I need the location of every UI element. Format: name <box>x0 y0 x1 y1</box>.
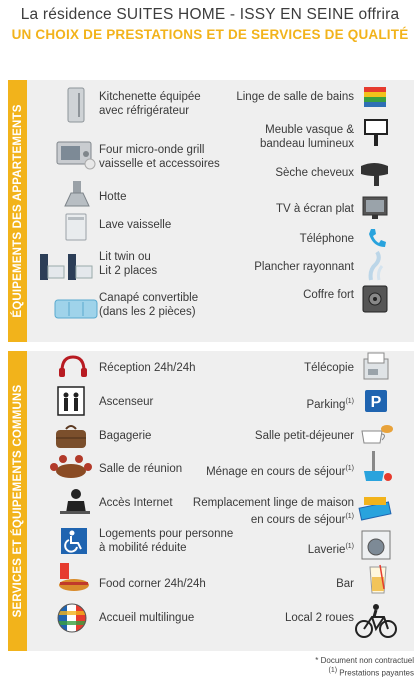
item-microwave: Four micro-onde grill vaisselle et accessoires <box>99 144 220 170</box>
header <box>0 6 420 42</box>
elevator-icon <box>56 385 86 417</box>
breakfast-icon <box>358 419 394 449</box>
item-sofa: Canapé convertible (dans les 2 pièces) <box>99 292 199 318</box>
dishwasher-icon <box>62 212 90 242</box>
section-title-apartments: ÉQUIPEMENTS DES APPARTEMENTS <box>11 104 24 318</box>
footnote-non-contractual: * Document non contractuel <box>315 656 414 665</box>
radiant-floor-icon <box>365 250 387 282</box>
item-laundry: Laverie$^{(1)}$ <box>307 543 354 556</box>
item-internet: Accès Internet <box>99 497 173 509</box>
safe-icon <box>361 284 389 314</box>
sofa-icon <box>52 294 100 322</box>
item-dishwasher: Lave vaisselle <box>99 219 172 231</box>
item-hood: Hotte <box>99 191 127 203</box>
laundry-icon <box>360 529 392 561</box>
item-fax: Télécopie <box>304 362 354 374</box>
item-phone: Téléphone <box>299 233 354 245</box>
section-band-services <box>8 351 27 651</box>
item-tv: TV à écran plat <box>276 203 354 215</box>
bed-icon <box>38 250 94 284</box>
item-breakfast-room: Salle petit-déjeuner <box>254 430 354 442</box>
section-title-services: SERVICES ET ÉQUIPEMENTS COMMUNS <box>11 384 24 618</box>
page-subtitle: UN CHOIX DE PRESTATIONS ET DE SERVICES DE QUALITÉ <box>11 27 409 42</box>
luggage-icon <box>52 421 90 451</box>
linen-icon <box>356 491 396 525</box>
globe-flags-icon <box>54 601 90 635</box>
item-food-corner: Food corner 24h/24h <box>99 578 206 590</box>
item-meeting-room: Salle de réunion <box>99 463 183 475</box>
item-linen-replacement: Remplacement linge de maison en cours de séjour$^{(1)}$ <box>192 497 354 526</box>
item-accessible-housing: Logements pour personne à mobilité réduite <box>99 528 234 554</box>
phone-icon <box>365 226 387 250</box>
shared-services-panel <box>8 351 414 651</box>
item-bar: Bar <box>336 578 354 590</box>
hairdryer-icon <box>358 158 392 188</box>
item-safe: Coffre fort <box>303 289 354 301</box>
item-bath-linen: Linge de salle de bains <box>236 91 354 103</box>
footnotes <box>315 656 414 679</box>
meeting-room-icon <box>48 453 94 483</box>
item-bike-storage: Local 2 roues <box>284 612 354 624</box>
apartment-equipment-panel <box>8 80 414 342</box>
bicycle-icon <box>354 601 398 641</box>
item-washbasin: Meuble vasque & bandeau lumineux <box>260 124 354 150</box>
item-parking: Parking$^{(1)}$ <box>306 398 354 411</box>
cocktail-icon <box>364 563 392 599</box>
hood-icon <box>62 180 92 210</box>
refrigerator-icon <box>61 87 91 123</box>
item-multilingual: Accueil multilingue <box>99 612 195 624</box>
fax-icon <box>360 351 392 383</box>
page-title: La résidence SUITES HOME - ISSY EN SEINE offrira <box>20 6 400 23</box>
washbasin-icon <box>363 118 389 150</box>
item-kitchenette: Kitchenette équipée avec réfrigérateur <box>99 91 201 117</box>
item-hairdryer: Sèche cheveux <box>275 167 354 179</box>
food-icon <box>54 561 92 595</box>
item-cleaning: Ménage en cours de séjour$^{(1)}$ <box>206 465 354 478</box>
microwave-icon <box>55 138 97 170</box>
parking-icon <box>364 389 388 413</box>
item-bed: Lit twin ou Lit 2 places <box>99 251 158 277</box>
wheelchair-icon <box>60 527 88 555</box>
reception-headset-icon <box>56 353 90 383</box>
item-radiant-floor: Plancher rayonnant <box>254 261 354 273</box>
item-elevator: Ascenseur <box>99 396 154 408</box>
towels-icon <box>361 82 391 112</box>
parking-letter: P <box>370 394 382 411</box>
internet-icon <box>56 487 94 519</box>
item-reception: Réception 24h/24h <box>99 362 196 374</box>
footnote-paid-services: (1) Prestations payantes <box>328 667 414 678</box>
item-luggage: Bagagerie <box>99 430 152 442</box>
section-band-apartments <box>8 80 27 342</box>
tv-icon <box>361 194 389 222</box>
cleaning-icon <box>358 449 394 485</box>
